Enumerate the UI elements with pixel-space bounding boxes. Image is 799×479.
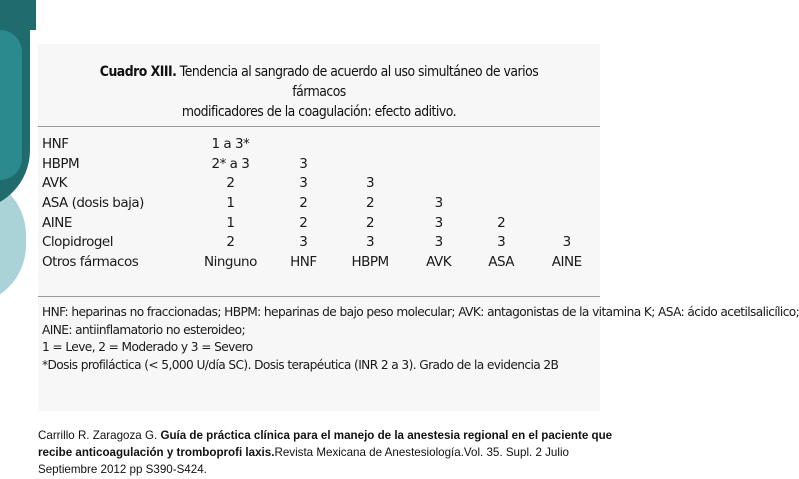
table-rule-bottom: [38, 296, 600, 297]
table-note: *Dosis profiláctica (< 5,000 U/día SC). Dosis terapéutica (INR 2 a 3). Grado de la evidencia 2B: [42, 357, 559, 372]
table-cell: 1: [226, 214, 235, 231]
table-rule-top: [38, 126, 600, 127]
decorative-shape-accent: [0, 30, 22, 180]
table-row: [42, 213, 600, 233]
table-note: AINE: antiinflamatorio no esteroideo;: [42, 322, 246, 337]
row-label: AVK: [42, 175, 67, 192]
row-label: AINE: [42, 214, 72, 231]
table-cell: 2: [497, 214, 506, 231]
row-label: Otros fármacos: [42, 253, 139, 270]
table-cell: 1: [226, 194, 235, 211]
table-cell: 3: [366, 234, 375, 251]
table-row: [42, 173, 600, 193]
table-cell: 3: [366, 175, 375, 192]
table-title-line-2: modificadores de la coagulación: efecto aditivo.: [181, 104, 457, 120]
table-row: [42, 134, 600, 154]
decorative-shape-top: [0, 0, 36, 30]
table-row: [42, 232, 600, 252]
row-label: HBPM: [42, 155, 80, 172]
table-title: [77, 62, 560, 122]
table-cell: [469, 193, 533, 213]
table-cell: 3: [299, 234, 308, 251]
table-cell: Ninguno: [203, 253, 257, 270]
table-cell: [533, 154, 600, 174]
table-cell: 3: [299, 175, 308, 192]
table-title-text: Tendencia al sangrado de acuerdo al uso simultáneo de varios fármacos: [179, 64, 539, 100]
table-cell: [408, 173, 469, 193]
citation-authors: Carrillo R. Zaragoza G.: [38, 429, 158, 442]
row-label: ASA (dosis baja): [42, 194, 144, 211]
table-note: 1 = Leve, 2 = Moderado y 3 = Severo: [42, 340, 253, 354]
row-label: Clopidrogel: [42, 234, 113, 251]
table-cell: 3: [497, 234, 506, 251]
table-cell: [275, 134, 332, 154]
table-cell: 3: [562, 234, 571, 251]
citation: [38, 427, 618, 478]
table-cell: [332, 154, 408, 174]
citation-source: Revista Mexicana de Anestesiología.Vol. 35. Supl. 2 Julio Septiembre 2012 pp S390-S424.: [38, 446, 569, 476]
citation-title: Guía de práctica clínica para el manejo de la anestesia regional en el paciente que recibe anticoagulación y tromboprofi laxis.: [38, 429, 613, 459]
table-cell: 2* a 3: [211, 155, 250, 172]
table-cell: [469, 154, 533, 174]
table-cell: 2: [299, 214, 308, 231]
table-notes: [42, 304, 799, 374]
table-cell: 3: [434, 234, 443, 251]
table-cell: [533, 193, 600, 213]
table-title-line-1: [77, 62, 560, 102]
table-cell: [469, 134, 533, 154]
table-cell: 3: [299, 155, 308, 172]
table-cell: [332, 134, 408, 154]
table-cell: 1 a 3*: [211, 135, 250, 152]
table-cell: 2: [299, 194, 308, 211]
table-cell: 2: [366, 214, 375, 231]
table-cell: 3: [434, 194, 443, 211]
table-cell: [533, 213, 600, 233]
table-cell: [408, 134, 469, 154]
table-cell: HBPM: [351, 253, 389, 270]
table-image: [38, 44, 799, 411]
table-cell: 3: [434, 214, 443, 231]
table-row: [42, 154, 600, 174]
table-title-label: Cuadro XIII.: [99, 64, 177, 80]
table-cell: 2: [226, 175, 235, 192]
table-cell: 2: [366, 194, 375, 211]
table-cell: [408, 154, 469, 174]
table-cell: ASA: [488, 253, 515, 270]
table-cell: HNF: [290, 253, 317, 270]
interaction-table: [42, 134, 600, 272]
table-cell: AINE: [551, 253, 582, 270]
table-row: [42, 193, 600, 213]
table-row: [42, 252, 600, 272]
table-cell: AVK: [426, 253, 452, 270]
table-cell: [533, 173, 600, 193]
table-cell: [533, 134, 600, 154]
row-label: HNF: [42, 135, 69, 152]
table-note: HNF: heparinas no fraccionadas; HBPM: heparinas de bajo peso molecular; AVK: antagonistas de la vitamina K; ASA: ácido acetilsalicílico;: [42, 305, 799, 319]
table-cell: [469, 173, 533, 193]
table-cell: 2: [226, 234, 235, 251]
